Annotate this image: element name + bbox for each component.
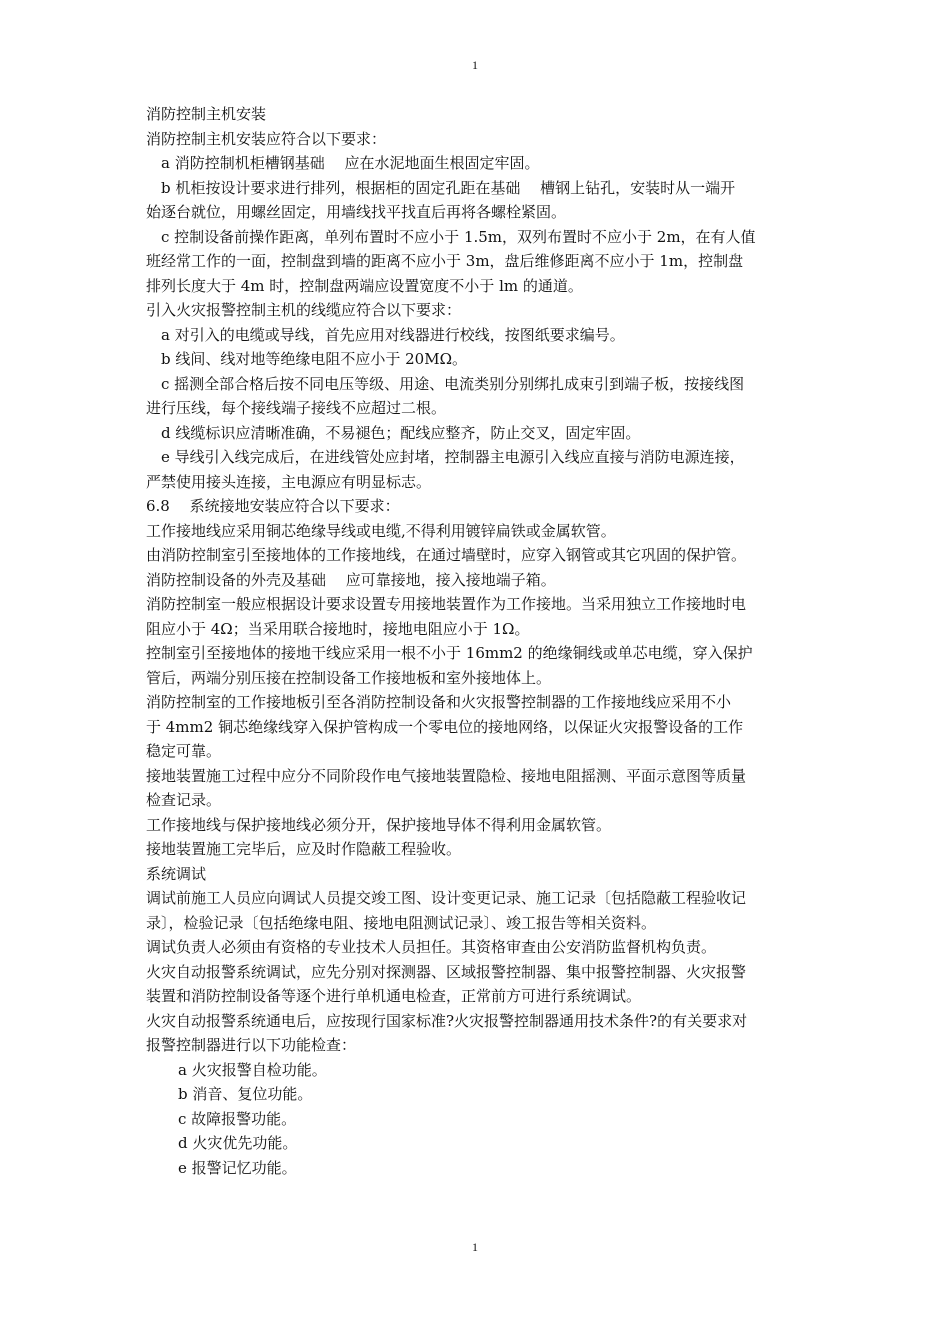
- text-line: 系统调试: [146, 864, 207, 883]
- text-line: 报警控制器进行以下功能检查：: [146, 1036, 357, 1054]
- text-line: 控制室引至接地体的接地干线应采用一根不小于 16mm2 的绝缘铜线或单芯电缆，穿入保护: [146, 644, 753, 662]
- document-body: [146, 102, 816, 1180]
- text-line: 6.8 系统接地安装应符合以下要求：: [146, 497, 400, 515]
- text-line: d 线缆标识应清晰准确，不易褪色；配线应整齐，防止交叉，固定牢固。: [161, 423, 641, 442]
- text-line: 录〕，检验记录〔包括绝缘电阻、接地电阻测试记录〕、竣工报告等相关资料。: [146, 913, 657, 932]
- text-line: 引入火灾报警控制主机的线缆应符合以下要求：: [146, 301, 462, 319]
- text-line: 稳定可靠。: [146, 742, 222, 760]
- text-line: c 摇测全部合格后按不同电压等级、用途、电流类别分别绑扎成束引到端子板，按接线图: [161, 374, 745, 393]
- text-line: c 故障报警功能。: [178, 1109, 297, 1128]
- text-line: 消防控制设备的外壳及基础 应可靠接地，接入接地端子箱。: [146, 570, 556, 589]
- text-line: 火灾自动报警系统调试，应先分别对探测器、区域报警控制器、集中报警控制器、火灾报警: [146, 962, 747, 981]
- text-line: a 火灾报警自检功能。: [178, 1060, 327, 1079]
- text-line: 由消防控制室引至接地体的工作接地线，在通过墙壁时，应穿入钢管或其它巩固的保护管。: [146, 546, 747, 564]
- text-line: 消防控制主机安装应符合以下要求：: [146, 129, 387, 148]
- text-line: 管后，两端分别压接在控制设备工作接地板和室外接地体上。: [146, 668, 552, 687]
- text-line: 消防控制主机安装: [146, 105, 267, 123]
- text-line: 严禁使用接头连接，主电源应有明显标志。: [146, 472, 432, 491]
- page-number-bottom: 1: [472, 1240, 478, 1254]
- text-line: b 线间、线对地等绝缘电阻不应小于 20MΩ。: [161, 350, 468, 368]
- text-line: 工作接地线与保护接地线必须分开，保护接地导体不得利用金属软管。: [146, 815, 612, 834]
- text-line: 进行压线，每个接线端子接线不应超过二根。: [146, 399, 447, 417]
- text-line: 工作接地线应采用铜芯绝缘导线或电缆,不得利用镀锌扁铁或金属软管。: [146, 521, 616, 540]
- text-line: 检查记录。: [146, 791, 222, 809]
- text-line: b 消音、复位功能。: [178, 1085, 313, 1103]
- text-line: 调试负责人必须由有资格的专业技术人员担任。其资格审查由公安消防监督机构负责。: [146, 938, 717, 956]
- text-line: a 消防控制机柜槽钢基础 应在水泥地面生根固定牢固。: [161, 154, 540, 172]
- text-line: 火灾自动报警系统通电后，应按现行国家标准?火灾报警控制器通用技术条件?的有关要求对: [146, 1011, 748, 1030]
- text-line: 装置和消防控制设备等逐个进行单机通电检查，正常前方可进行系统调试。: [146, 987, 642, 1005]
- text-line: a 对引入的电缆或导线，首先应用对线器进行校线，按图纸要求编号。: [161, 325, 625, 344]
- text-line: 于 4mm2 铜芯绝缘线穿入保护管构成一个零电位的接地网络，以保证火灾报警设备的工作: [146, 717, 744, 736]
- text-line: e 报警记忆功能。: [178, 1158, 297, 1177]
- text-line: 调试前施工人员应向调试人员提交竣工图、设计变更记录、施工记录〔包括隐蔽工程验收记: [146, 889, 747, 907]
- text-line: c 控制设备前操作距离，单列布置时不应小于 1.5m，双列布置时不应小于 2m，在有人值: [161, 227, 756, 246]
- text-line: e 导线引入线完成后，在进线管处应封堵，控制器主电源引入线应直接与消防电源连接，: [161, 448, 745, 466]
- text-line: 始逐台就位，用螺丝固定，用墙线找平找直后再将各螺栓紧固。: [146, 203, 567, 221]
- text-line: 班经常工作的一面，控制盘到墙的距离不应小于 3m，盘后维修距离不应小于 1m，控制盘: [146, 252, 744, 270]
- text-line: 阻应小于 4Ω；当采用联合接地时，接地电阻应小于 1Ω。: [146, 619, 530, 638]
- text-line: 消防控制室的工作接地板引至各消防控制设备和火灾报警控制器的工作接地线应采用不小: [146, 693, 732, 711]
- text-line: b 机柜按设计要求进行排列，根据柜的固定孔距在基础 槽钢上钻孔，安装时从一端开: [161, 178, 736, 197]
- page-number-top: 1: [472, 58, 478, 72]
- text-line: 接地装置施工过程中应分不同阶段作电气接地装置隐检、接地电阻摇测、平面示意图等质量: [146, 766, 747, 785]
- text-line: 排列长度大于 4m 时，控制盘两端应设置宽度不小于 lm 的通道。: [146, 276, 583, 295]
- text-line: 消防控制室一般应根据设计要求设置专用接地装置作为工作接地。当采用独立工作接地时电: [146, 595, 747, 613]
- text-line: d 火灾优先功能。: [178, 1134, 298, 1152]
- text-line: 接地装置施工完毕后，应及时作隐蔽工程验收。: [146, 840, 462, 858]
